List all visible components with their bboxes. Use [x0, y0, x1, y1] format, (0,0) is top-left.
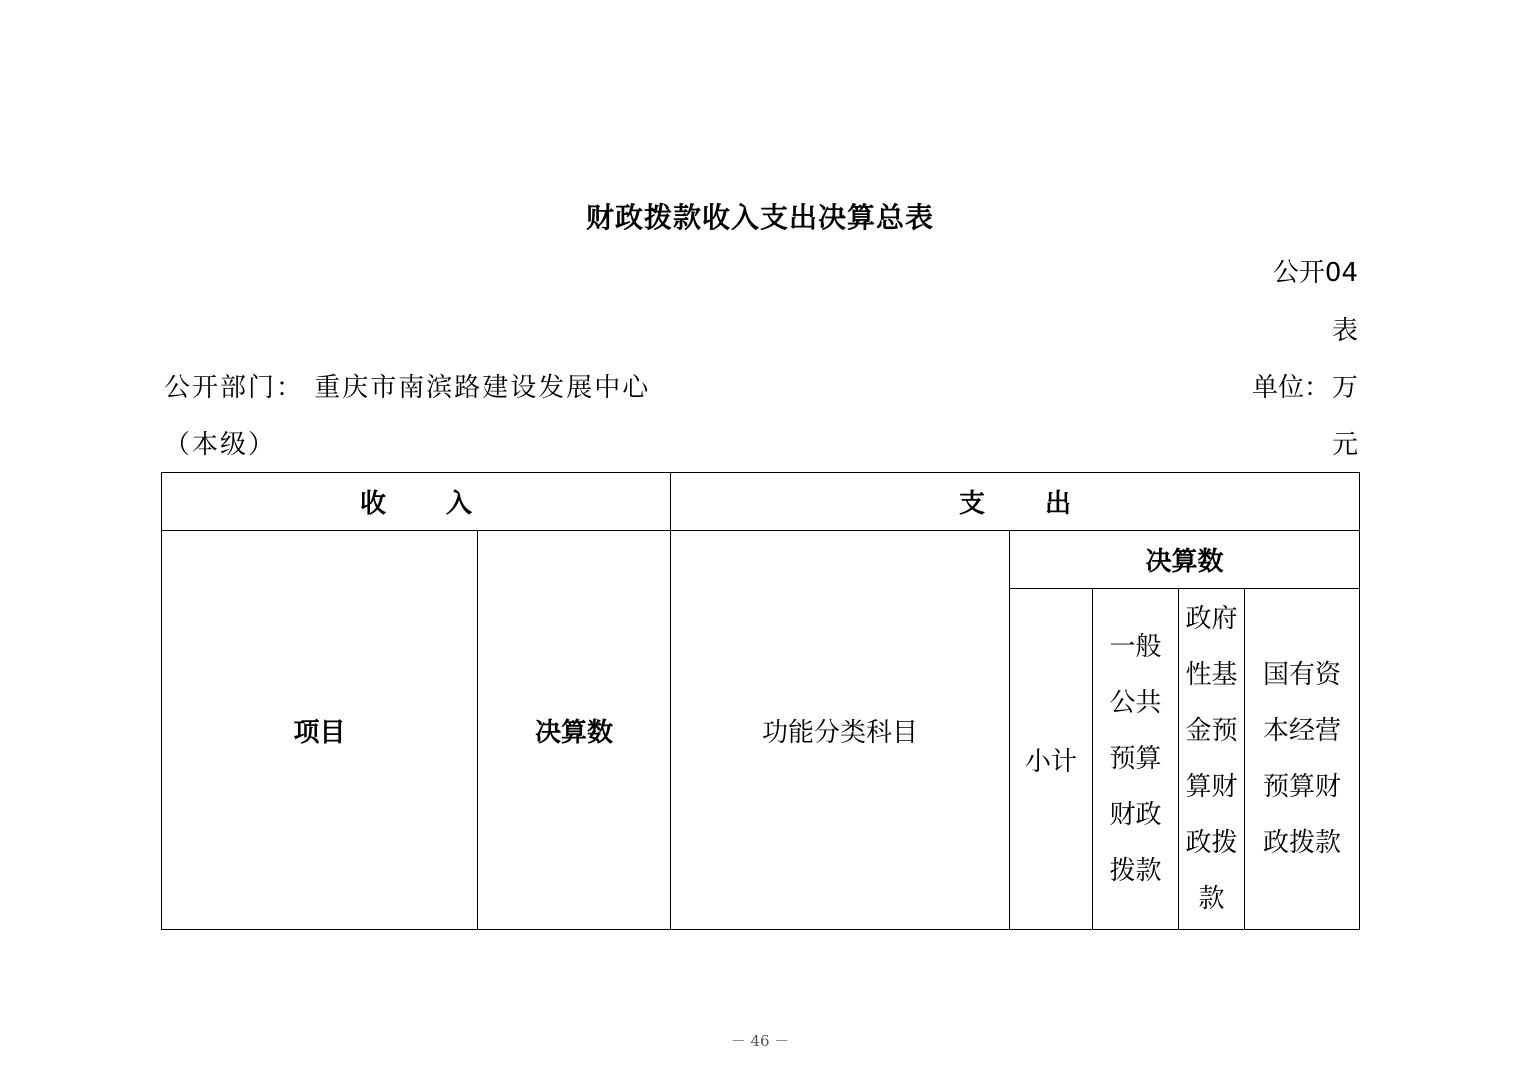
col-final-amount: 决算数	[478, 531, 671, 930]
income-header: 收入	[162, 473, 671, 531]
state-capital-stack	[1263, 647, 1341, 871]
stack-line: 预算	[1109, 744, 1162, 775]
stack-line: 政拨	[1185, 828, 1238, 859]
stack-line: 性基	[1185, 660, 1238, 691]
stack-line: 算财	[1185, 772, 1238, 803]
page-number: － 46 －	[730, 1032, 790, 1050]
general-public-stack	[1110, 619, 1162, 899]
form-code: 公开04	[1272, 258, 1358, 288]
unit-label: 单位：	[1251, 373, 1330, 403]
department-level: （本级）	[164, 430, 277, 460]
stack-line: 政拨款	[1263, 828, 1342, 859]
stack-line: 金预	[1185, 716, 1238, 747]
gov-fund-stack	[1186, 591, 1238, 927]
stack-line: 公共	[1109, 688, 1162, 719]
page-title: 财政拨款收入支出决算总表	[585, 201, 934, 234]
stack-line: 国有资	[1263, 660, 1342, 691]
col-item: 项目	[162, 531, 478, 930]
stack-line: 一般	[1109, 632, 1162, 663]
stack-line: 本经营	[1263, 716, 1342, 747]
col-subtotal: 小计	[1010, 589, 1093, 930]
stack-line: 款	[1198, 884, 1225, 915]
unit-value-suffix: 元	[1331, 430, 1358, 460]
col-general-public-budget	[1093, 589, 1179, 930]
form-code-suffix: 表	[1331, 316, 1358, 346]
stack-line: 拨款	[1109, 856, 1162, 887]
department-label: 公开部门： 重庆市南滨路建设发展中心	[164, 373, 651, 403]
summary-table	[161, 472, 1360, 930]
stack-line: 政府	[1185, 604, 1238, 635]
col-gov-fund-budget	[1179, 589, 1245, 930]
unit-value: 万	[1331, 373, 1358, 403]
stack-line: 财政	[1109, 800, 1162, 831]
expense-header: 支出	[671, 473, 1360, 531]
col-function-category: 功能分类科目	[671, 531, 1010, 930]
col-state-capital-budget	[1245, 589, 1360, 930]
col-final-amount-group: 决算数	[1010, 531, 1360, 589]
stack-line: 预算财	[1263, 772, 1342, 803]
